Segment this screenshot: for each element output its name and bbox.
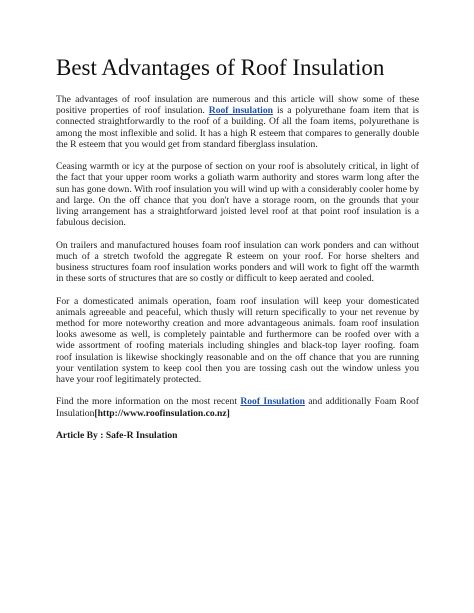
- roof-insulation-link[interactable]: Roof insulation: [208, 105, 273, 117]
- paragraph-intro-text-start: The advantages of roof insulation are numerous and this article will show some of these positive properties of roof insulation.: [56, 94, 419, 117]
- paragraph-intro-text-end: is a polyurethane foam item that is connected straightforwardly to the roof of a building. Of all the foam items, polyurethane is among the most inflexible and solid. It has a high R esteem that compares to generally double the R esteem that you would get from standard fiberglass insulation.: [56, 105, 420, 150]
- paragraph-more-info: [56, 396, 419, 418]
- paragraph-livestock: For a domesticated animals operation, foam roof insulation will keep your domesticated animals agreeable and peaceful, which thusly will return specifically to your net revenue by method for more noteworthy creation and more advantageous animals. foam roof insulation looks awesome as well, is completely paintable and furthermore can be roofed over with a wide assortment of roofing materials including shingles and black-top layer roofing. foam roof insulation is likewise shockingly reasonable and on the off chance that you are running your ventilation system to keep cool then you are tossing cash out the window unless you have your roof legitimately protected.: [56, 295, 419, 386]
- more-info-text-middle: and additionally Foam Roof Insulation: [56, 396, 419, 419]
- roof-insulation-link-2[interactable]: Roof Insulation: [240, 396, 305, 408]
- paragraph-heat: Ceasing warmth or icy at the purpose of section on your roof is absolutely critical, in light of the fact that your upper room works a goliath warm authority and stores warm long after the sun has gone down. With roof insulation you will wind up with a considerably cooler home by and large. On the off chance that you don't have a storage room, on the grounds that your living arrangement has a straightforward joisted level roof at that point roof insulation is a fabulous decision.: [56, 161, 419, 229]
- article-author: Article By : Safe-R Insulation: [56, 430, 178, 442]
- paragraph-trailers: On trailers and manufactured houses foam roof insulation can work ponders and can without much of a stretch twofold the aggregate R esteem on your roof. For horse shelters and business structures foam roof insulation works ponders and will work to fight off the warmth in these sorts of structures that are so costly or difficult to keep aerated and cooled.: [56, 239, 419, 285]
- website-url: [http://www.roofinsulation.co.nz]: [94, 407, 230, 419]
- paragraph-intro: [56, 94, 419, 150]
- article-body: [56, 94, 419, 452]
- more-info-text-start: Find the more information on the most recent: [56, 396, 241, 408]
- page-title: Best Advantages of Roof Insulation: [56, 55, 385, 80]
